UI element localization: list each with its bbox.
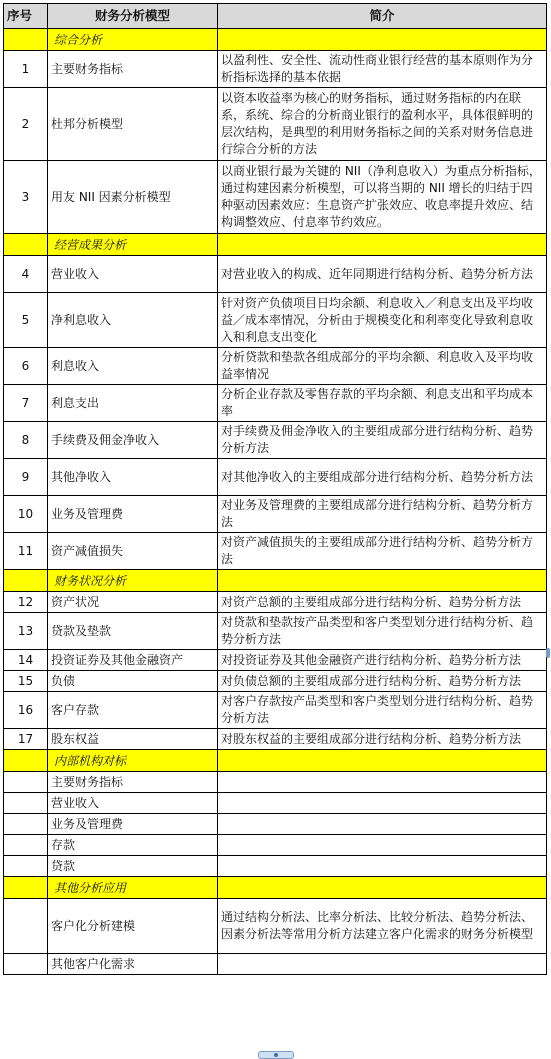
row-desc: 通过结构分析法、比率分析法、比较分析法、趋势分析法、因素分析法等常用分析方法建立客户化需求的财务分析模型 [218, 899, 547, 954]
table-row [4, 814, 547, 835]
row-num: 10 [4, 496, 48, 533]
section-title: 内部机构对标 [48, 750, 218, 772]
row-num: 4 [4, 256, 48, 293]
row-name: 投资证券及其他金融资产 [48, 650, 218, 671]
row-name: 主要财务指标 [48, 772, 218, 793]
row-name: 资产减值损失 [48, 533, 218, 570]
row-num: 6 [4, 348, 48, 385]
table-row [4, 88, 547, 161]
row-desc: 对股东权益的主要组成部分进行结构分析、趋势分析方法 [218, 729, 547, 750]
row-name: 手续费及佣金净收入 [48, 422, 218, 459]
row-num: 11 [4, 533, 48, 570]
row-name: 客户存款 [48, 692, 218, 729]
row-desc: 分析贷款和垫款各组成部分的平均余额、利息收入及平均收益率情况 [218, 348, 547, 385]
row-desc: 分析企业存款及零售存款的平均余额、利息支出和平均成本率 [218, 385, 547, 422]
table-header-row [4, 4, 547, 29]
section-row [4, 570, 547, 592]
row-name: 其他客户化需求 [48, 954, 218, 975]
table-row [4, 793, 547, 814]
section-title: 经营成果分析 [48, 234, 218, 256]
table-row [4, 729, 547, 750]
section-title: 综合分析 [48, 29, 218, 51]
row-num: 1 [4, 51, 48, 88]
row-num: 8 [4, 422, 48, 459]
row-name: 业务及管理费 [48, 496, 218, 533]
row-desc: 对资产总额的主要组成部分进行结构分析、趋势分析方法 [218, 592, 547, 613]
row-num: 13 [4, 613, 48, 650]
table-row [4, 856, 547, 877]
row-name: 营业收入 [48, 256, 218, 293]
row-desc: 对贷款和垫款按产品类型和客户类型划分进行结构分析、趋势分析方法 [218, 613, 547, 650]
table-row [4, 835, 547, 856]
row-name: 营业收入 [48, 793, 218, 814]
row-name: 存款 [48, 835, 218, 856]
resize-handle[interactable] [546, 648, 550, 658]
row-name: 股东权益 [48, 729, 218, 750]
table-row [4, 422, 547, 459]
row-desc: 对业务及管理费的主要组成部分进行结构分析、趋势分析方法 [218, 496, 547, 533]
table-row [4, 348, 547, 385]
row-desc [218, 856, 547, 877]
row-name: 用友 NII 因素分析模型 [48, 161, 218, 234]
row-desc: 对营业收入的构成、近年同期进行结构分析、趋势分析方法 [218, 256, 547, 293]
header-num: 序号 [4, 4, 48, 29]
row-num [4, 772, 48, 793]
row-desc [218, 814, 547, 835]
table-row [4, 671, 547, 692]
row-name: 客户化分析建模 [48, 899, 218, 954]
row-desc [218, 772, 547, 793]
row-desc: 针对资产负债项目日均余额、利息收入／利息支出及平均收益／成本率情况，分析由于规模变化和利率变化导致利息收入和利息支出变化 [218, 293, 547, 348]
row-name: 利息收入 [48, 348, 218, 385]
table-row [4, 772, 547, 793]
table-row [4, 592, 547, 613]
row-num [4, 899, 48, 954]
row-num: 2 [4, 88, 48, 161]
section-row [4, 750, 547, 772]
table-row [4, 533, 547, 570]
row-desc: 以盈利性、安全性、流动性商业银行经营的基本原则作为分析指标选择的基本依据 [218, 51, 547, 88]
row-num [4, 856, 48, 877]
row-num: 5 [4, 293, 48, 348]
row-num [4, 814, 48, 835]
row-num: 7 [4, 385, 48, 422]
row-desc: 对投资证券及其他金融资产进行结构分析、趋势分析方法 [218, 650, 547, 671]
row-num: 12 [4, 592, 48, 613]
row-num: 9 [4, 459, 48, 496]
table-row [4, 459, 547, 496]
row-desc: 对客户存款按产品类型和客户类型划分进行结构分析、趋势分析方法 [218, 692, 547, 729]
row-num: 15 [4, 671, 48, 692]
row-name: 贷款及垫款 [48, 613, 218, 650]
table-row [4, 256, 547, 293]
row-desc [218, 954, 547, 975]
row-desc: 对其他净收入的主要组成部分进行结构分析、趋势分析方法 [218, 459, 547, 496]
row-name: 净利息收入 [48, 293, 218, 348]
row-name: 负债 [48, 671, 218, 692]
row-desc: 以商业银行最为关键的 NII（净利息收入）为重点分析指标，通过构建因素分析模型，可以将当期的 NII 增长的归结于四种驱动因素效应：生息资产扩张效应、收息率提升效应、结构调整效应、付息率节约效应。 [218, 161, 547, 234]
row-num: 16 [4, 692, 48, 729]
row-num [4, 954, 48, 975]
page-dot-icon [274, 1053, 278, 1057]
header-desc: 简介 [218, 4, 547, 29]
row-name: 业务及管理费 [48, 814, 218, 835]
header-model: 财务分析模型 [48, 4, 218, 29]
table-row [4, 51, 547, 88]
row-desc [218, 793, 547, 814]
section-title: 其他分析应用 [48, 877, 218, 899]
row-name: 其他净收入 [48, 459, 218, 496]
section-row [4, 29, 547, 51]
row-name: 资产状况 [48, 592, 218, 613]
table-row [4, 613, 547, 650]
table-row [4, 954, 547, 975]
section-title: 财务状况分析 [48, 570, 218, 592]
row-name: 利息支出 [48, 385, 218, 422]
table-row [4, 496, 547, 533]
row-desc: 对手续费及佣金净收入的主要组成部分进行结构分析、趋势分析方法 [218, 422, 547, 459]
row-name: 杜邦分析模型 [48, 88, 218, 161]
row-desc: 以资本收益率为核心的财务指标，通过财务指标的内在联系，系统、综合的分析商业银行的盈利水平，具体很鲜明的层次结构，是典型的利用财务指标之间的关系对财务信息进行综合分析的方法 [218, 88, 547, 161]
table-row [4, 161, 547, 234]
table-row [4, 692, 547, 729]
table-row [4, 899, 547, 954]
page-indicator[interactable] [258, 1051, 294, 1059]
row-num: 17 [4, 729, 48, 750]
section-row [4, 877, 547, 899]
table-row [4, 650, 547, 671]
row-num [4, 835, 48, 856]
row-num: 14 [4, 650, 48, 671]
row-desc [218, 835, 547, 856]
row-desc: 对负债总额的主要组成部分进行结构分析、趋势分析方法 [218, 671, 547, 692]
row-name: 贷款 [48, 856, 218, 877]
row-name: 主要财务指标 [48, 51, 218, 88]
financial-model-table [3, 3, 547, 975]
row-num [4, 793, 48, 814]
section-row [4, 234, 547, 256]
table-row [4, 385, 547, 422]
row-num: 3 [4, 161, 48, 234]
row-desc: 对资产减值损失的主要组成部分进行结构分析、趋势分析方法 [218, 533, 547, 570]
table-row [4, 293, 547, 348]
